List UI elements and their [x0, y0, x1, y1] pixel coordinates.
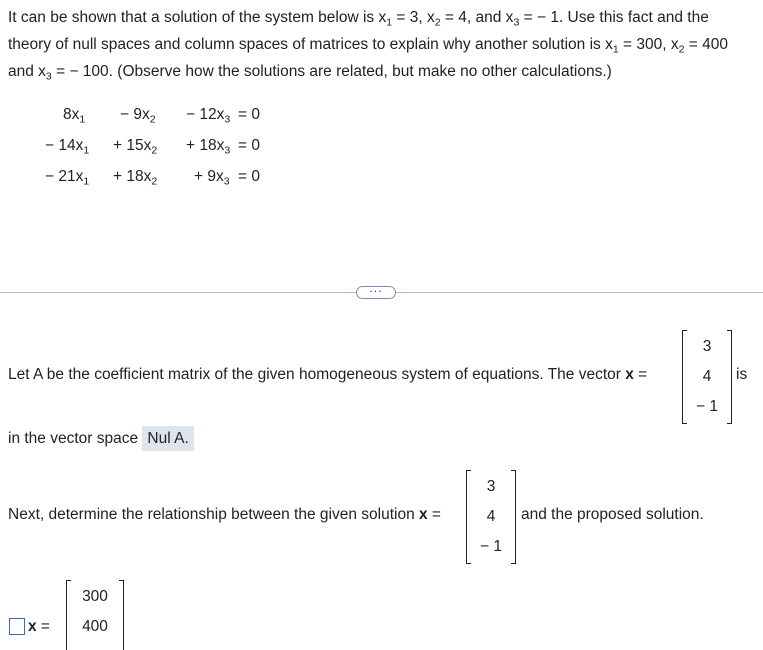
question1-vector [682, 330, 732, 424]
bracket-left [682, 330, 687, 424]
eq2-term3: + $18x_3$ [186, 137, 231, 157]
vector-entry: − 1 [480, 538, 502, 555]
vector-entry: 4 [486, 508, 496, 525]
eq3-rhs: = 0 [238, 168, 260, 185]
intro-line-1: It can be shown that a solution of the system below is $x_1 = 3$, $x_2 = 4$, and $x_3$ = − 1. Use this fact and the [8, 9, 709, 29]
vector-entry: − 1 [696, 398, 718, 415]
eq1-term3: − $12x_3$ [186, 106, 231, 126]
question2-vector [466, 470, 516, 564]
eq3-term3: + $9x_3$ [194, 168, 230, 188]
vector-entry: 4 [702, 368, 712, 385]
question2-text: Next, determine the relationship between the given solution x = [8, 506, 441, 523]
expand-more-button[interactable]: ··· [356, 286, 396, 299]
vector-entry: 3 [702, 338, 712, 355]
question1-after: is [736, 366, 748, 383]
vector-entry: 300 [82, 588, 108, 605]
vector-entry: 400 [82, 618, 108, 635]
eq2-term2: + $15x_2$ [113, 137, 158, 157]
answer-x-label: x = [28, 618, 50, 635]
bracket-right [119, 580, 124, 650]
answer-vector [66, 580, 124, 646]
question2-after: and the proposed solution. [521, 506, 704, 523]
vector-entry: 3 [486, 478, 496, 495]
eq3-term1: − $21x_1$ [45, 168, 90, 188]
bracket-right [727, 330, 732, 424]
eq2-term1: − $14x_1$ [45, 137, 90, 157]
bracket-left [466, 470, 471, 564]
answer-checkbox[interactable] [9, 618, 25, 635]
eq3-term2: + $18x_2$ [113, 168, 158, 188]
intro-line-2: theory of null spaces and column spaces of matrices to explain why another solution is $x_1 = 300$, $x_2 = 400$ [8, 36, 728, 56]
question1-line2: in the vector space Nul A. [8, 425, 194, 452]
problem-statement [8, 4, 763, 85]
eq1-rhs: = 0 [238, 106, 260, 123]
bracket-left [66, 580, 71, 650]
bracket-right [511, 470, 516, 564]
eq2-rhs: = 0 [238, 137, 260, 154]
eq1-term1: $8x_1$ [63, 106, 86, 126]
intro-line-3: and $x_3$ = − 100. (Observe how the solutions are related, but make no other calculations.) [8, 63, 612, 83]
eq1-term2: − $9x_2$ [120, 106, 156, 126]
nul-a-answer[interactable]: Nul A. [142, 426, 193, 451]
question1-text: Let A be the coefficient matrix of the given homogeneous system of equations. The vector x = [8, 366, 648, 383]
